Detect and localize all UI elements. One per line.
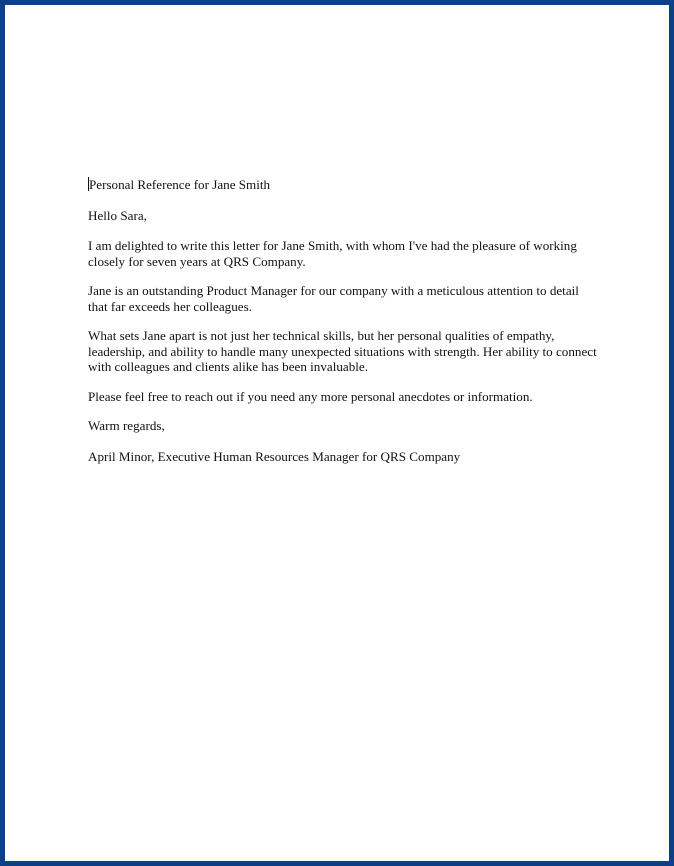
paragraph-line: What sets Jane apart is not just her technical skills, but her personal qualities of empathy,	[88, 328, 555, 343]
paragraph-contact	[88, 389, 648, 405]
paragraph-role	[88, 283, 648, 314]
paragraph-line: Jane is an outstanding Product Manager for our company with a meticulous attention to detail	[88, 283, 579, 298]
greeting: Hello Sara,	[88, 207, 147, 223]
paragraph-qualities	[88, 328, 648, 375]
paragraph-line: closely for seven years at QRS Company.	[88, 253, 306, 269]
letter-body	[88, 177, 648, 464]
letter-heading	[88, 177, 648, 193]
heading-text: Personal Reference for Jane Smith	[89, 177, 271, 192]
paragraph-intro	[88, 238, 648, 269]
closing: Warm regards,	[88, 418, 165, 433]
paragraph-line: that far exceeds her colleagues.	[88, 298, 252, 314]
paragraph-line: leadership, and ability to handle many unexpected situations with strength. Her ability to connect	[88, 343, 597, 359]
paragraph-line: I am delighted to write this letter for Jane Smith, with whom I've had the pleasure of working	[88, 238, 577, 253]
paragraph-line: with colleagues and clients alike has been invaluable.	[88, 359, 368, 374]
signature: April Minor, Executive Human Resources Manager for QRS Company	[88, 448, 461, 464]
paragraph-line: Please feel free to reach out if you need any more personal anecdotes or information.	[88, 388, 533, 404]
